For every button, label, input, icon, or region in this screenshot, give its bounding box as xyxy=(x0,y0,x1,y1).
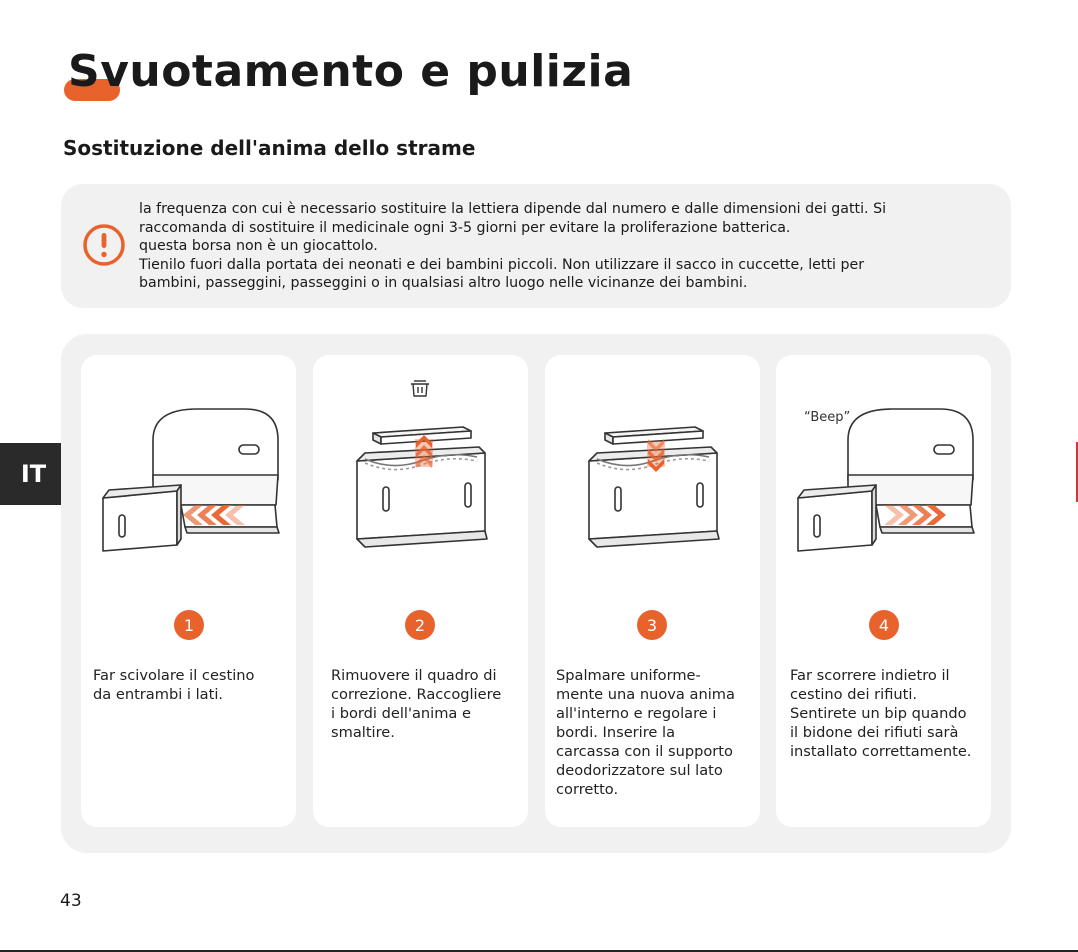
step-number-badge: 2 xyxy=(405,610,435,640)
warning-line: bambini, passeggini, passeggini o in qualsiasi altro luogo nelle vicinanze dei bambini. xyxy=(139,275,748,291)
step-text-line: bordi. Inserire la xyxy=(556,724,676,741)
warning-line: la frequenza con cui è necessario sostituire la lettiera dipende dal numero e dalle dimensioni dei gatti. Si xyxy=(139,201,887,217)
trash-icon xyxy=(411,381,429,396)
step-text-line: installato correttamente. xyxy=(790,743,972,760)
step-text-line: Spalmare uniforme- xyxy=(556,667,701,684)
step-text-line: Rimuovere il quadro di xyxy=(331,667,497,684)
step-text-line: deodorizzatore sul lato xyxy=(556,762,723,779)
page-number: 43 xyxy=(60,891,82,911)
step-text-line: Far scorrere indietro il xyxy=(790,667,950,684)
step-3-text xyxy=(556,666,756,799)
step-text-line: correzione. Raccogliere xyxy=(331,686,502,703)
steps-panel xyxy=(61,334,1011,853)
step-text-line: il bidone dei rifiuti sarà xyxy=(790,724,959,741)
step-text-line: corretto. xyxy=(556,781,619,798)
step-text-line: cestino dei rifiuti. xyxy=(790,686,918,703)
step-text-line: i bordi dell'anima e xyxy=(331,705,471,722)
step-text-line: Sentirete un bip quando xyxy=(790,705,967,722)
step-card-3 xyxy=(545,355,760,827)
step-2-text xyxy=(331,666,531,742)
step-card-1 xyxy=(81,355,296,827)
exclamation-circle-icon xyxy=(81,222,127,268)
warning-box xyxy=(61,184,1011,308)
section-subtitle: Sostituzione dell'anima dello strame xyxy=(63,136,476,160)
page-title: Svuotamento e pulizia xyxy=(68,46,634,97)
step-text-line: mente una nuova anima xyxy=(556,686,735,703)
step-card-4 xyxy=(776,355,991,827)
warning-line: Tienilo fuori dalla portata dei neonati e dei bambini piccoli. Non utilizzare il sacco in cuccette, letti per xyxy=(139,256,865,273)
step-text-line: carcassa con il supporto xyxy=(556,743,733,760)
step-1-illustration xyxy=(81,355,296,595)
step-2-illustration xyxy=(313,355,528,595)
step-3-illustration xyxy=(545,355,760,595)
warning-line: questa borsa non è un giocattolo. xyxy=(139,238,378,254)
step-card-2 xyxy=(313,355,528,827)
step-text-line: smaltire. xyxy=(331,724,395,741)
step-number-badge: 4 xyxy=(869,610,899,640)
step-4-illustration xyxy=(776,355,991,595)
step-number-badge: 1 xyxy=(174,610,204,640)
step-4-text xyxy=(790,666,990,761)
warning-line: raccomanda di sostituire il medicinale ogni 3-5 giorni per evitare la proliferazione batterica. xyxy=(139,219,791,236)
step-1-text xyxy=(93,666,293,704)
beep-sound-label: “Beep” xyxy=(804,410,851,425)
warning-text xyxy=(139,200,999,293)
step-number-badge: 3 xyxy=(637,610,667,640)
step-text-line: Far scivolare il cestino xyxy=(93,667,255,684)
language-tab: IT xyxy=(0,443,67,505)
step-text-line: da entrambi i lati. xyxy=(93,686,224,703)
step-text-line: all'interno e regolare i xyxy=(556,705,717,722)
